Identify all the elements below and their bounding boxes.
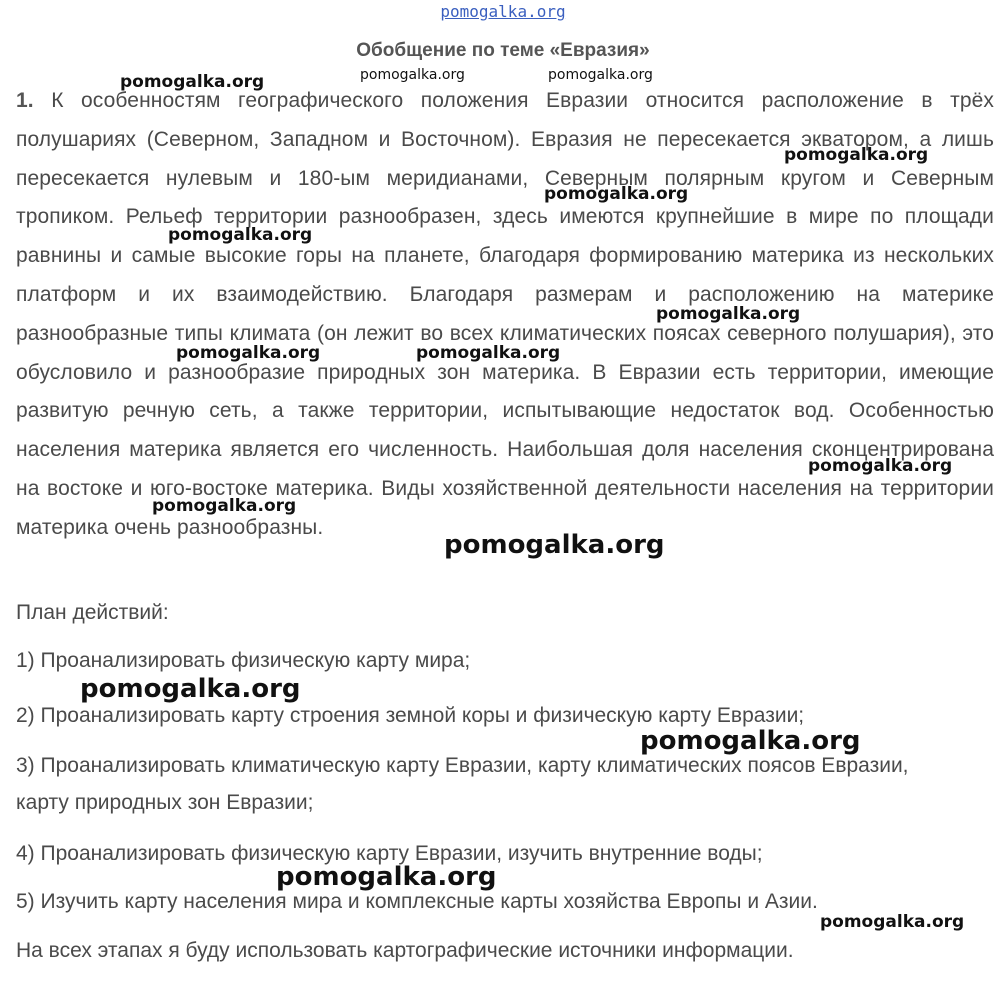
watermark: pomogalka.org [276, 862, 497, 892]
plan-step-4: 4) Проанализировать физическую карту Евразии, изучить внутренние воды; [16, 842, 763, 865]
plan-step-3-continued: карту природных зон Евразии; [16, 791, 314, 814]
watermark: pomogalka.org [120, 72, 265, 92]
plan-heading: План действий: [16, 601, 169, 624]
watermark: pomogalka.org [168, 225, 313, 245]
watermark: pomogalka.org [444, 530, 665, 560]
watermark: pomogalka.org [416, 343, 561, 363]
watermark: pomogalka.org [640, 726, 861, 756]
watermark: pomogalka.org [808, 456, 953, 476]
watermark: pomogalka.org [544, 184, 689, 204]
watermark: pomogalka.org [360, 67, 465, 83]
watermark: pomogalka.org [656, 304, 801, 324]
plan-step-2: 2) Проанализировать карту строения земной коры и физическую карту Евразии; [16, 704, 805, 727]
answer-number: 1. [16, 89, 34, 112]
watermark: pomogalka.org [548, 67, 653, 83]
page-title: Обобщение по теме «Евразия» [356, 40, 650, 61]
watermark: pomogalka.org [784, 145, 929, 165]
plan-step-5: 5) Изучить карту населения мира и комплексные карты хозяйства Европы и Азии. [16, 890, 818, 913]
watermark: pomogalka.org [176, 343, 321, 363]
watermark: pomogalka.org [152, 496, 297, 516]
watermark: pomogalka.org [80, 674, 301, 704]
source-link[interactable]: pomogalka.org [440, 2, 566, 21]
plan-step-3: 3) Проанализировать климатическую карту Евразии, карту климатических поясов Евразии, [16, 754, 909, 777]
plan-conclusion: На всех этапах я буду использовать картографические источники информации. [16, 939, 794, 962]
plan-step-1: 1) Проанализировать физическую карту мира; [16, 649, 471, 672]
watermark: pomogalka.org [820, 912, 965, 932]
answer-text: К особенностям географического положения Евразии относится расположение в трёх полушариях (Северном, Западном и Восточном). Евразия не пересекается экватором, а лишь пересекается нулевым и 180-ым меридианами, Северным полярным кругом и Северным тропиком. Рельеф территории разнообразен, здесь имеются крупнейшие в мире по площади равнины и самые высокие горы на планете, благодаря формированию материка из нескольких платформ и их взаимодействию. Благодаря размерам и расположению на материке разнообразные типы климата (он лежит во всех климатических поясах северного полушария), это обусловило и разнообразие природных зон материка. В Евразии есть территории, имеющие развитую речную сеть, а также территории, испытывающие недостаток вод. Особенностью населения материка является его численность. Наибольшая доля населения сконцентрирована на востоке и юго-востоке материка. Виды хозяйственной деятельности населения на территории материка очень разнообразны. [16, 89, 994, 539]
